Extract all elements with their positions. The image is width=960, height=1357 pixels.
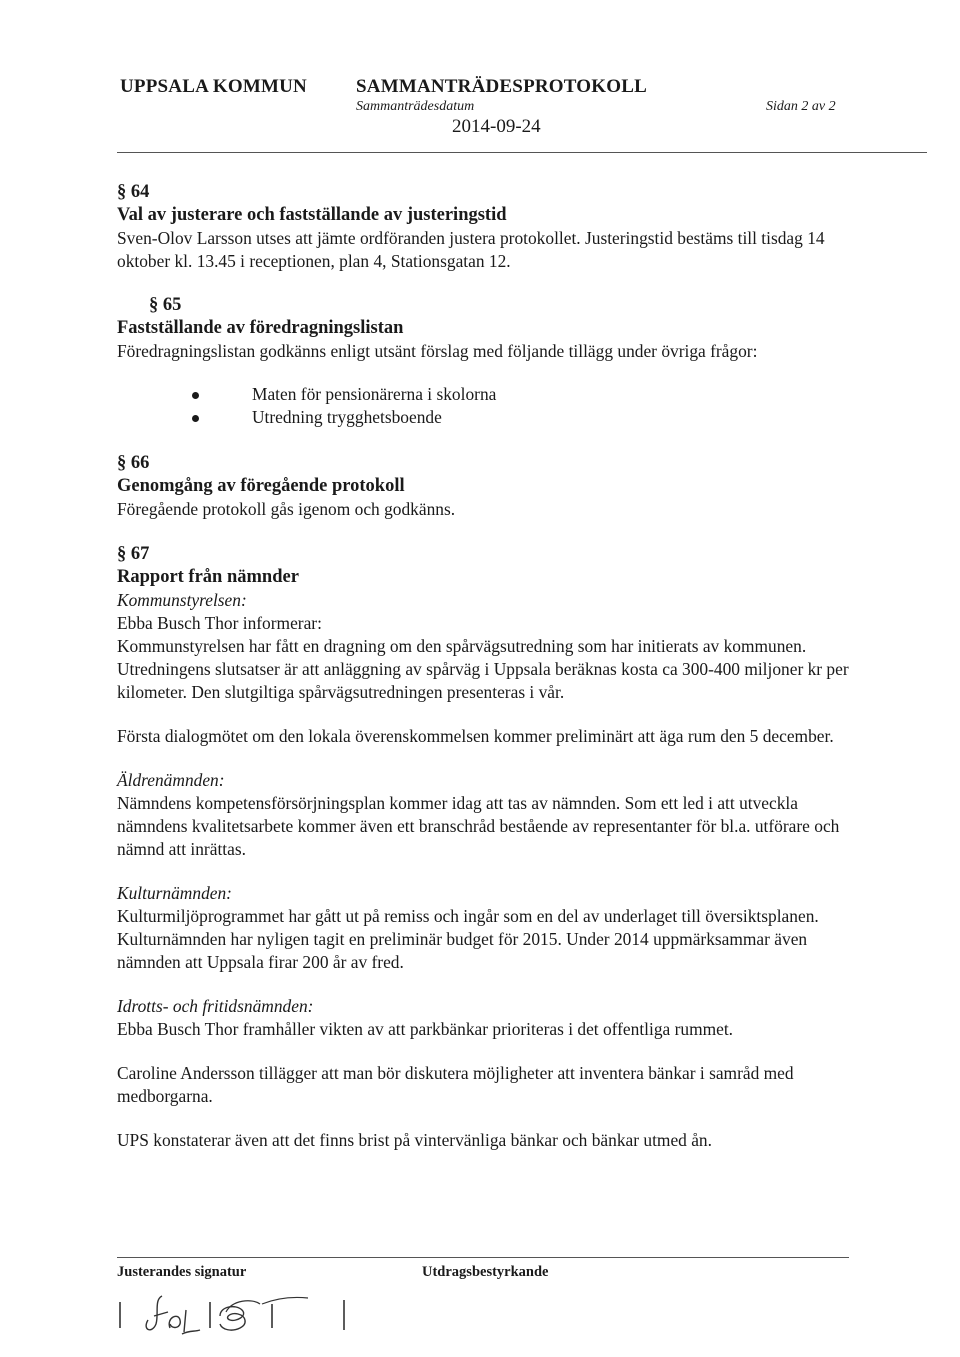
handwritten-initials-signature <box>112 1290 352 1340</box>
section-number: § 67 <box>117 544 150 564</box>
header-rule <box>117 152 927 153</box>
section-title: Genomgång av föregående protokoll <box>117 476 405 496</box>
section-body: Sven-Olov Larsson utses att jämte ordföranden justera protokollet. Justeringstid bestäms till tisdag 14 oktober kl. 13.45 i receptionen, plan 4, Stationsgatan 12. <box>117 228 825 271</box>
section-67 <box>117 543 857 1152</box>
footer-rule <box>117 1257 849 1258</box>
signature-label: Justerandes signatur <box>117 1264 247 1280</box>
date-label: Sammanträdesdatum <box>356 99 475 114</box>
paragraph: Caroline Andersson tillägger att man bör diskutera möjligheter att inventera bänkar i samråd med medborgarna. <box>117 1063 794 1106</box>
section-66 <box>117 452 857 521</box>
bullet-icon <box>192 392 199 399</box>
paragraph: Ebba Busch Thor framhåller vikten av att parkbänkar prioriteras i det offentliga rummet. <box>117 1019 734 1039</box>
paragraph: Första dialogmötet om den lokala överenskommelsen kommer preliminärt att äga rum den 5 december. <box>117 726 834 746</box>
section-body: Föredragningslistan godkänns enligt utsänt förslag med följande tillägg under övriga frågor: <box>117 341 758 361</box>
bullet-icon <box>192 415 199 422</box>
paragraph: Kommunstyrelsen har fått en dragning om den spårvägsutredning som har initierats av kommunen. Utredningens slutsatser är att anläggning av spårväg i Uppsala beräknas kosta ca 300-400 miljoner kr per kilometer. Den slutgiltiga spårvägsutredningen presenteras i vår. <box>117 636 849 702</box>
subheading-idrott: Idrotts- och fritidsnämnden: <box>117 996 314 1016</box>
section-65 <box>117 294 857 429</box>
paragraph: Kulturmiljöprogrammet har gått ut på remiss och ingår som en del av underlaget till översiktsplanen. Kulturnämnden har nyligen tagit en preliminär budget för 2015. Under 2014 uppmärksammar även nämnden att Uppsala firar 200 år av fred. <box>117 906 819 972</box>
list-item: Maten för pensionärerna i skolorna <box>117 383 857 406</box>
subheading-kommunstyrelsen: Kommunstyrelsen: <box>117 590 247 610</box>
org-name: UPPSALA KOMMUN <box>120 76 307 97</box>
paragraph: Nämndens kompetensförsörjningsplan kommer idag att tas av nämnden. Som ett led i att utveckla nämndens kvalitetsarbete kommer även ett branschråd bestående av representanter för bl.a. utförare och nämnd att inrättas. <box>117 793 840 859</box>
section-title: Fastställande av föredragningslistan <box>117 318 404 338</box>
bullet-list <box>117 383 857 429</box>
document-type: SAMMANTRÄDESPROTOKOLL <box>356 76 647 97</box>
subheading-aldrenamnden: Äldrenämnden: <box>117 770 225 790</box>
meeting-date: 2014-09-24 <box>452 116 541 137</box>
section-64 <box>117 181 857 273</box>
section-body: Föregående protokoll gås igenom och godkänns. <box>117 499 456 519</box>
page-number: Sidan 2 av 2 <box>766 99 836 114</box>
section-number: § 66 <box>117 453 150 473</box>
paragraph: UPS konstaterar även att det finns brist på vintervänliga bänkar och bänkar utmed ån. <box>117 1130 712 1150</box>
section-title: Val av justerare och fastställande av justeringstid <box>117 205 507 225</box>
subheading-kulturnamnden: Kulturnämnden: <box>117 883 232 903</box>
list-item: Utredning trygghetsboende <box>117 406 857 429</box>
extract-label: Utdragsbestyrkande <box>422 1264 549 1280</box>
section-number: § 64 <box>117 182 150 202</box>
speaker-line: Ebba Busch Thor informerar: <box>117 613 322 633</box>
section-title: Rapport från nämnder <box>117 567 299 587</box>
section-number: § 65 <box>149 295 182 315</box>
